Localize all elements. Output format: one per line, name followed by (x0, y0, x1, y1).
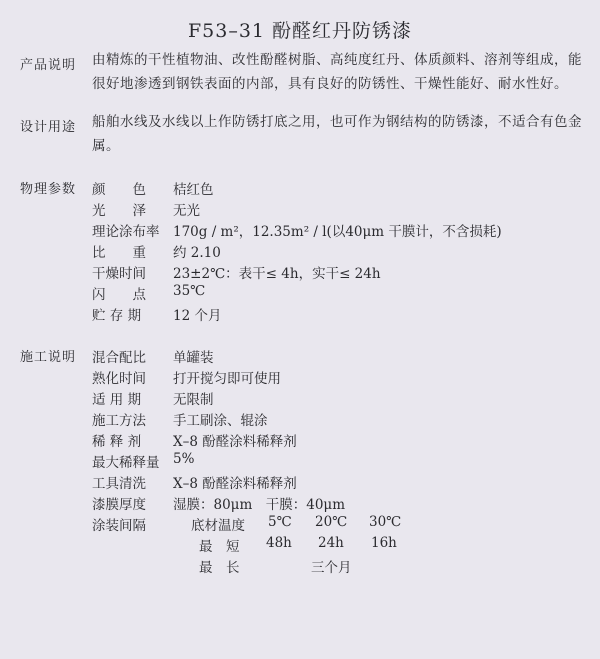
param-value: 桔红色 (173, 182, 214, 198)
param-key: 混合配比 (92, 350, 146, 366)
interval-longest-value: 三个月 (311, 560, 352, 576)
usage-description (92, 110, 584, 158)
param-key: 颜 色 (92, 182, 146, 198)
param-key: 闪 点 (92, 287, 146, 303)
interval-shortest-t1: 48h (266, 535, 292, 551)
param-value: 约 2.10 (173, 245, 221, 261)
usage-line-1: 船舶水线及水线以上作防锈打底之用，也可作为钢结构的防锈漆，不适合有色金 (92, 114, 582, 130)
param-key: 干燥时间 (92, 266, 146, 282)
product-description (92, 48, 584, 96)
param-key: 漆膜厚度 (92, 497, 146, 513)
param-value: 23±2℃：表干≤ 4h，实干≤ 24h (173, 266, 381, 282)
param-value: X–8 酚醛涂料稀释剂 (173, 476, 297, 492)
document-title: F53–31 酚醛红丹防锈漆 (187, 20, 413, 42)
section-label-product: 产品说明 (20, 58, 77, 73)
interval-header-t1: 5℃ (268, 514, 292, 530)
param-value: 湿膜：80μm 干膜：40μm (173, 497, 346, 513)
interval-shortest-label: 最 短 (199, 539, 240, 555)
interval-header-t2: 20℃ (315, 514, 348, 530)
param-key: 光 泽 (92, 203, 146, 219)
interval-longest-label: 最 长 (199, 560, 240, 576)
param-value: X–8 酚醛涂料稀释剂 (173, 434, 297, 450)
param-value: 12 个月 (173, 308, 222, 324)
usage-line-2: 属。 (92, 138, 120, 154)
param-value: 手工刷涂、辊涂 (173, 413, 268, 429)
param-value: 无限制 (173, 392, 214, 408)
interval-label: 涂装间隔 (92, 518, 146, 534)
param-key: 稀 释 剂 (92, 434, 142, 450)
interval-shortest-t3: 16h (371, 535, 397, 551)
interval-header-substrate: 底材温度 (191, 518, 245, 534)
section-label-physical: 物理参数 (20, 182, 77, 197)
param-key: 施工方法 (92, 413, 146, 429)
param-key: 适 用 期 (92, 392, 142, 408)
product-line-2: 很好地渗透到钢铁表面的内部，具有良好的防锈性、干燥性能好、耐水性好。 (92, 76, 568, 92)
param-value: 170g / m²，12.35m² / l(以40μm 干膜计，不含损耗) (173, 224, 502, 240)
product-line-1: 由精炼的干性植物油、改性酚醛树脂、高纯度红丹、体质颜料、溶剂等组成，能 (92, 52, 582, 68)
param-value: 单罐装 (173, 350, 214, 366)
param-key: 最大稀释量 (92, 455, 160, 471)
param-key: 理论涂布率 (92, 224, 160, 240)
param-value: 无光 (173, 203, 200, 219)
param-key: 熟化时间 (92, 371, 146, 387)
section-label-usage: 设计用途 (20, 120, 77, 135)
param-value: 打开搅匀即可使用 (173, 371, 281, 387)
interval-shortest-t2: 24h (318, 535, 344, 551)
param-value: 35℃ (173, 283, 206, 299)
interval-header-t3: 30℃ (369, 514, 402, 530)
param-key: 工具清洗 (92, 476, 146, 492)
section-label-application: 施工说明 (20, 350, 77, 365)
param-key: 比 重 (92, 245, 146, 261)
param-value: 5% (173, 451, 195, 467)
param-key: 贮 存 期 (92, 308, 142, 324)
